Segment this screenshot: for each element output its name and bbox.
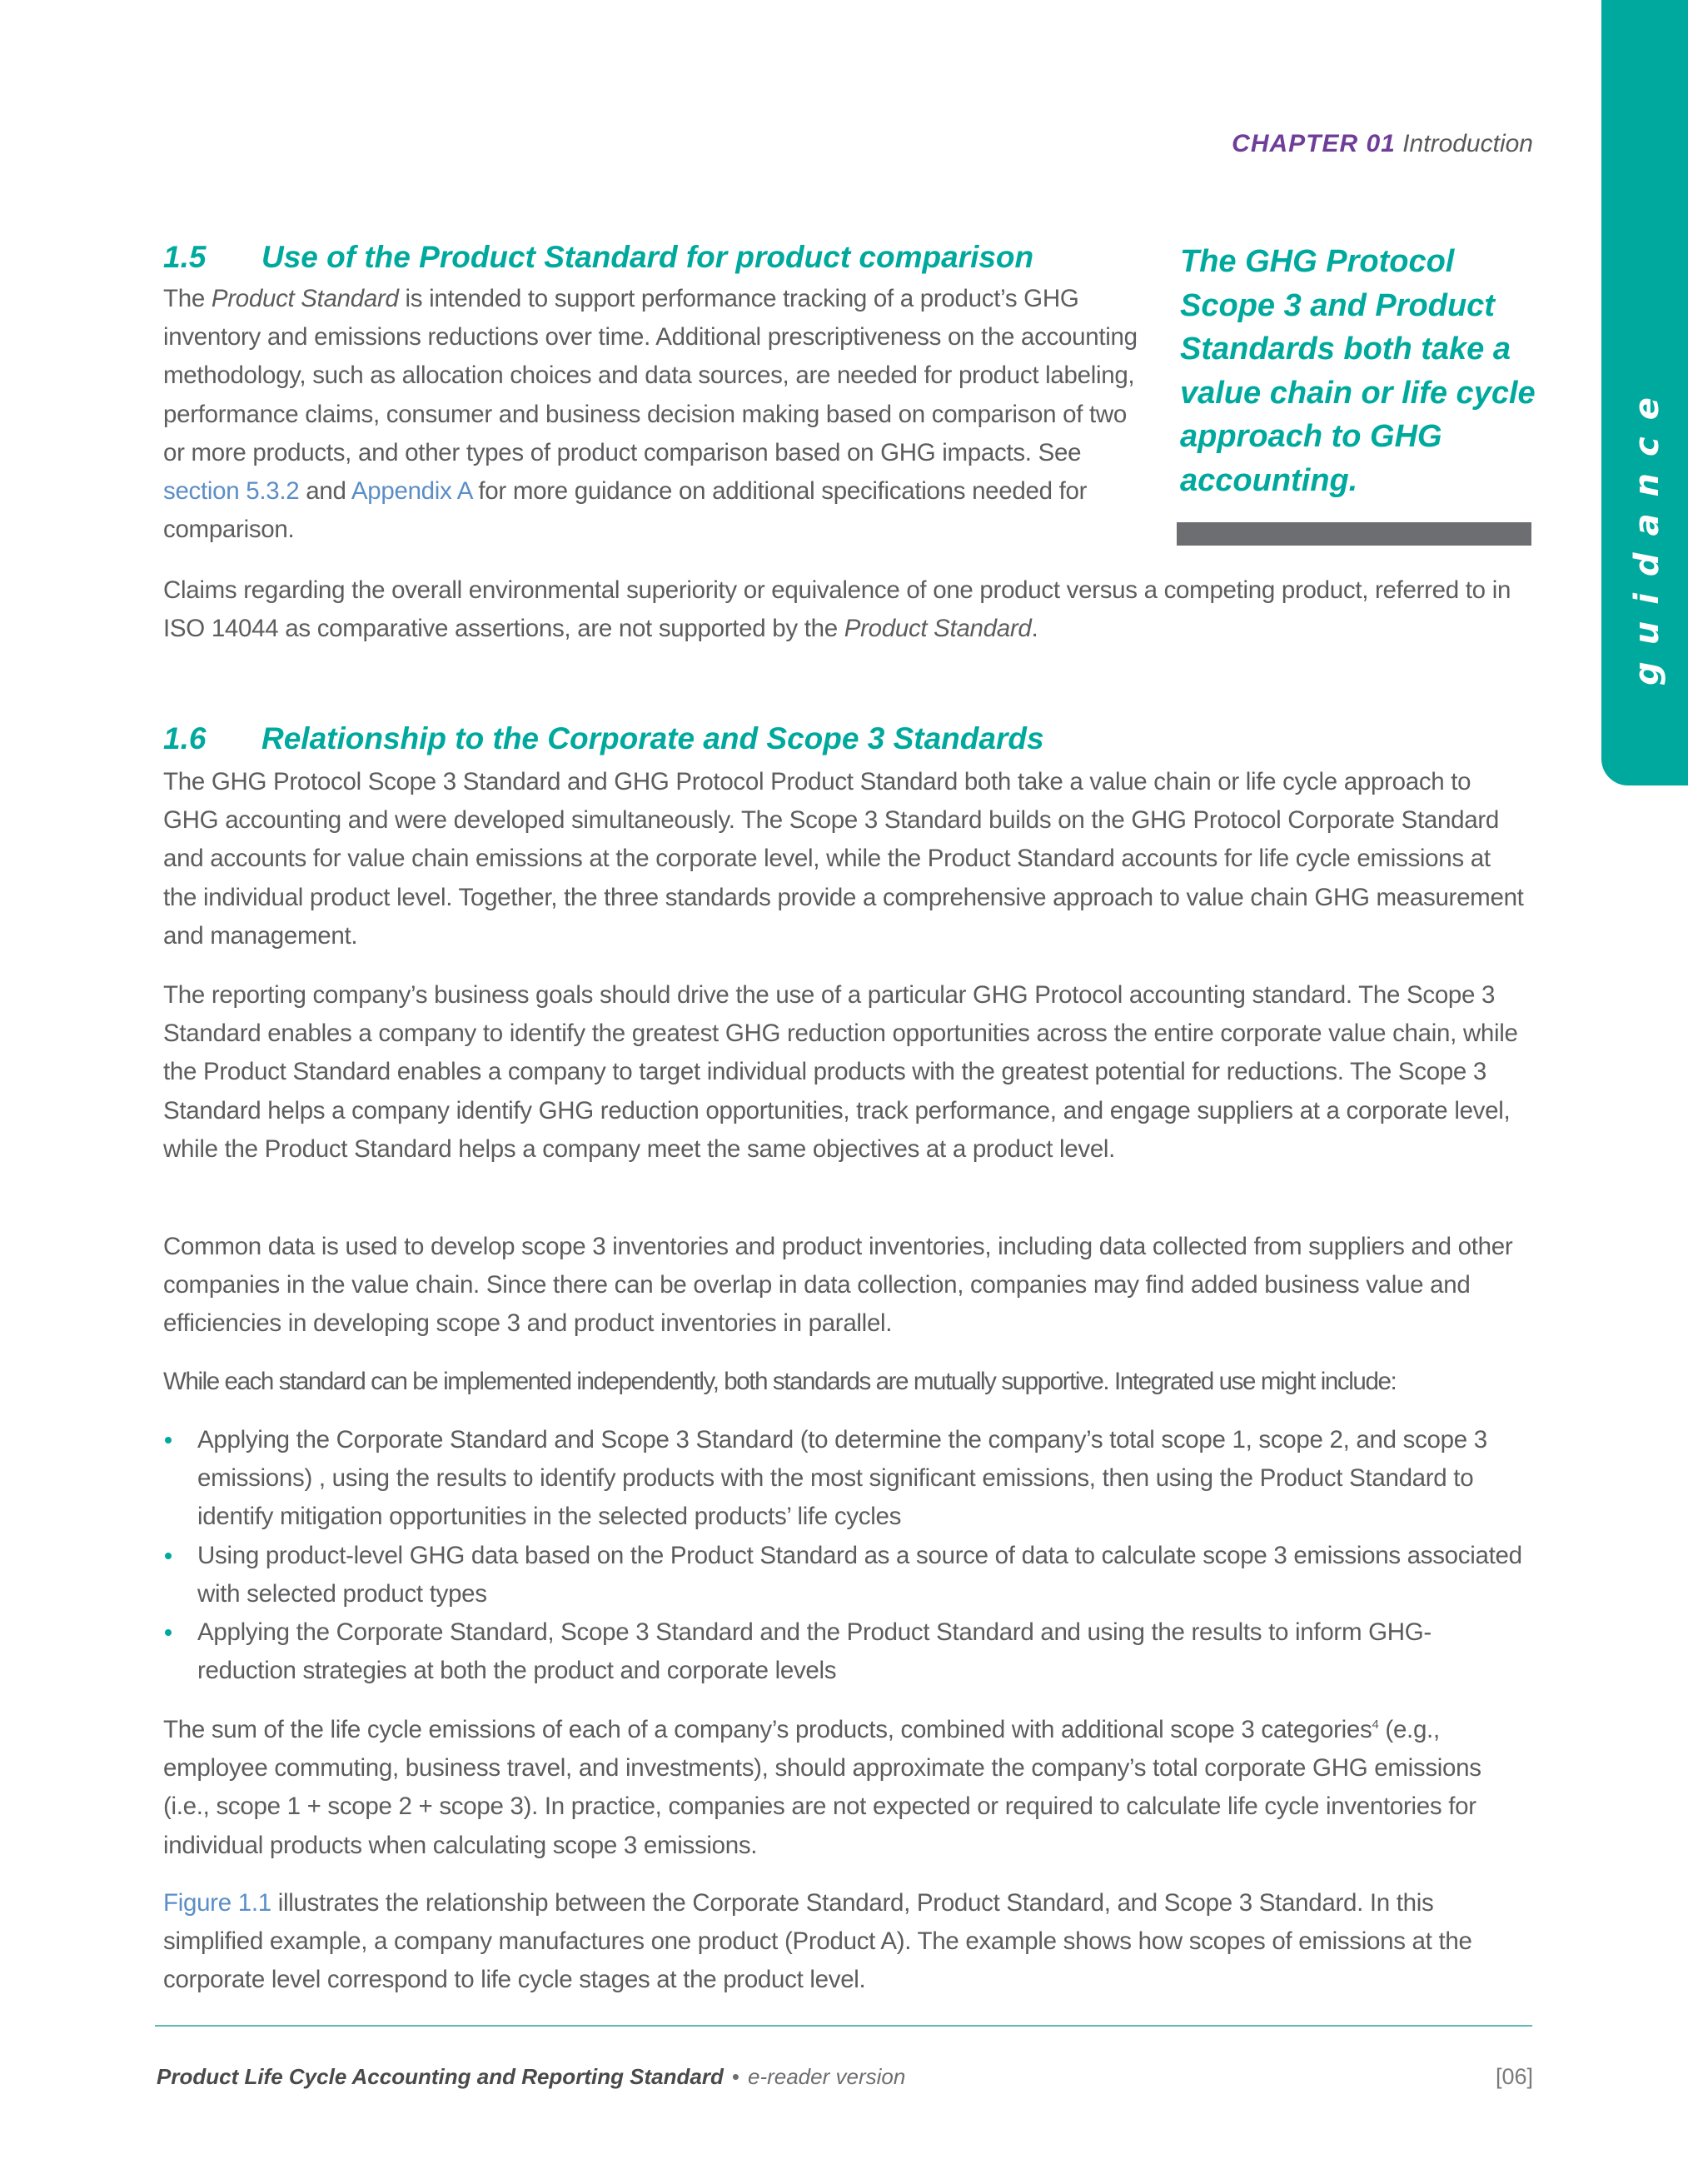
text-run: (e.g., employee commuting, business travel, and investments), should approximate the company’s total corporate GHG emissions (i.e., scope 1 + scope 2 + scope 3). In practice, companies are not expected or required to calculate life cycle inventories for individual products when calculating scope 3 emissions. [163, 1716, 1481, 1859]
section-title: Use of the Product Standard for product comparison [261, 240, 1034, 274]
bullet-dot-icon [165, 1629, 172, 1636]
italic-term: Product Standard [844, 615, 1032, 643]
chapter-number: CHAPTER 01 [1232, 130, 1396, 157]
list-item-text: Applying the Corporate Standard and Scope 3 Standard (to determine the company’s total scope 1, scope 2, and scope 3 emissions) , using the results to identify products with the most significant emissions, then using the Product Standard to identify mitigation opportunities in the selected products’ life cycles [197, 1426, 1487, 1531]
list-item-text: Applying the Corporate Standard, Scope 3 Standard and the Product Standard and using the results to inform GHG-reduction strategies at both the product and corporate levels [197, 1618, 1432, 1685]
text-run: The [163, 285, 212, 312]
section-1-6-heading [163, 721, 1044, 756]
link-section-5-3-2[interactable]: section 5.3.2 [163, 477, 300, 506]
guidance-tab-label [1622, 366, 1672, 700]
text-run: The sum of the life cycle emissions of each of a company’s products, combined with additional scope 3 categories [163, 1716, 1372, 1743]
section-number: 1.5 [163, 240, 207, 274]
section-1-5-paragraph-2 [163, 571, 1533, 648]
page-number: [06] [1495, 2064, 1533, 2089]
link-figure-1-1[interactable]: Figure 1.1 [163, 1889, 271, 1917]
footnote-marker[interactable]: 4 [1372, 1718, 1379, 1733]
footer-separator: • [731, 2064, 739, 2089]
text-run: illustrates the relationship between the Corporate Standard, Product Standard, and Scope 3 Standard. In this simplified example, a company manufactures one product (Product A). The example shows how scopes of emissions at the corporate level correspond to life cycle stages at the product level. [163, 1889, 1472, 1994]
section-number: 1.6 [163, 721, 207, 755]
text-run: is intended to support performance tracking of a product’s GHG inventory and emissions reductions over time. Additional prescriptiveness on the accounting methodology, such as allocation choices and data sources, are needed for product labeling, performance claims, consumer and business decision making based on comparison of two or more products, and other types of product comparison based on GHG impacts. See [163, 285, 1138, 466]
section-1-6-paragraph-5 [163, 1711, 1533, 1865]
section-1-6-paragraph-1: The GHG Protocol Scope 3 Standard and GHG Protocol Product Standard both take a value chain or life cycle approach to GHG accounting and were developed simultaneously. The Scope 3 Standard builds on the GHG Protocol Corporate Standard and accounts for value chain emissions at the corporate level, while the Product Standard accounts for life cycle emissions at the individual product level. Together, the three standards provide a comprehensive approach to value chain GHG measurement and management. [163, 768, 1524, 950]
list-item [163, 1421, 1529, 1537]
footer-version: e-reader version [747, 2064, 906, 2089]
bullet-dot-icon [165, 1437, 172, 1444]
section-1-5-paragraph-1 [163, 280, 1139, 549]
bullet-dot-icon [165, 1553, 172, 1559]
text-run: for more guidance on additional specifications needed for comparison. [163, 477, 1088, 544]
chapter-title: Introduction [1402, 130, 1533, 157]
footer-title-text: Product Life Cycle Accounting and Reporting Standard [157, 2064, 724, 2089]
section-1-5-heading [163, 240, 1033, 275]
running-head [1232, 130, 1533, 158]
list-item [163, 1613, 1529, 1690]
section-title: Relationship to the Corporate and Scope 3 Standards [261, 721, 1044, 755]
section-1-6-paragraph-3: Common data is used to develop scope 3 inventories and product inventories, including data collected from suppliers and other companies in the value chain. Since there can be overlap in data collection, companies may find added business value and efficiencies in developing scope 3 and product inventories in parallel. [163, 1233, 1513, 1338]
text-run: . [1031, 615, 1038, 643]
integrated-use-list [163, 1421, 1529, 1690]
footer-divider [155, 2025, 1532, 2027]
section-1-6-paragraph-4: While each standard can be implemented independently, both standards are mutually supportive. Integrated use might include: [163, 1368, 1397, 1395]
list-item-text: Using product-level GHG data based on the Product Standard as a source of data to calculate scope 3 emissions associated with selected product types [197, 1541, 1522, 1608]
footer-document-title [157, 2064, 905, 2090]
text-run: Claims regarding the overall environmental superiority or equivalence of one product versus a competing product, referred to in ISO 14044 as comparative assertions, are not supported by the [163, 576, 1511, 643]
section-1-6-paragraph-6 [163, 1884, 1529, 2000]
text-run: and [299, 477, 351, 506]
link-appendix-a[interactable]: Appendix A [351, 477, 472, 506]
list-item [163, 1537, 1529, 1613]
section-1-6-paragraph-2: The reporting company’s business goals should drive the use of a particular GHG Protocol accounting standard. The Scope 3 Standard enables a company to identify the greatest GHG reduction opportunities across the entire corporate value chain, while the Product Standard enables a company to target individual products with the greatest potential for reductions. The Scope 3 Standard helps a company identify GHG reduction opportunities, track performance, and engage suppliers at a corporate level, while the Product Standard helps a company meet the same objectives at a product level. [163, 981, 1518, 1163]
pull-quote-callout: The GHG Protocol Scope 3 and Product Standards both take a value chain or life cycle approach to GHG accounting. [1180, 244, 1536, 498]
italic-term: Product Standard [211, 285, 399, 312]
callout-divider-bar [1177, 522, 1531, 546]
guidance-label-text: guidance [1628, 381, 1667, 686]
